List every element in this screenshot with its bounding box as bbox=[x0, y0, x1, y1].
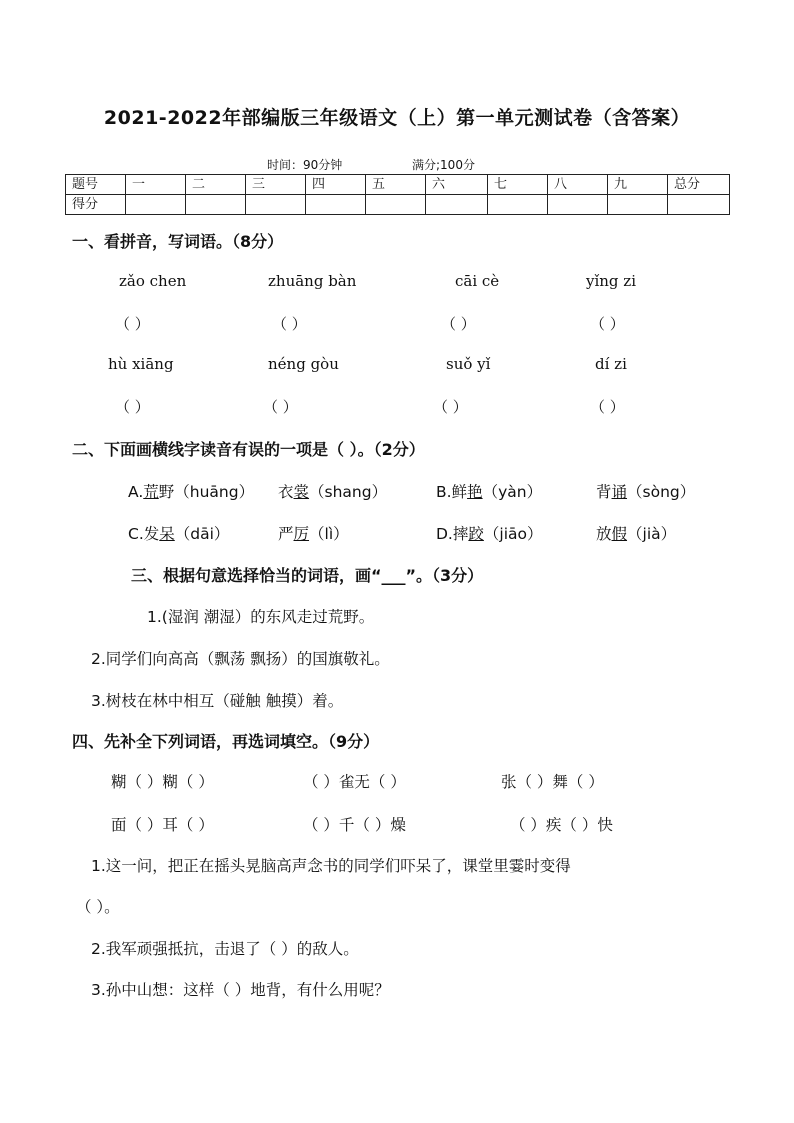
pinyin-item: hù xiāng bbox=[108, 355, 174, 373]
score-cell[interactable] bbox=[608, 195, 668, 215]
score-table-score-row bbox=[66, 195, 730, 215]
fill-word[interactable]: （ ）雀无（ ） bbox=[303, 773, 406, 791]
question-line[interactable]: 1.(湿润 潮湿）的东风走过荒野。 bbox=[147, 608, 375, 626]
pinyin-item: zhuāng bàn bbox=[268, 272, 357, 290]
answer-blank[interactable]: （ ） bbox=[263, 398, 298, 416]
fill-word[interactable]: 面（ ）耳（ ） bbox=[111, 816, 214, 834]
option-c[interactable]: C.发呆（dāi） bbox=[128, 525, 230, 543]
question-line[interactable]: 3.孙中山想：这样（ ）地背，有什么用呢？ bbox=[91, 981, 390, 999]
option-item: 严厉（lì） bbox=[278, 525, 349, 543]
answer-blank[interactable]: （ ） bbox=[272, 315, 307, 333]
table-cell: 二 bbox=[186, 175, 246, 195]
score-cell[interactable] bbox=[186, 195, 246, 215]
score-cell[interactable] bbox=[548, 195, 608, 215]
section-2-heading: 二、下面画横线字读音有误的一项是（ ）。（2分） bbox=[72, 440, 425, 459]
fill-word[interactable]: （ ）千（ ）燥 bbox=[303, 816, 406, 834]
table-cell: 得分 bbox=[66, 195, 126, 215]
score-table-header-row bbox=[66, 175, 730, 195]
answer-blank[interactable]: （ ） bbox=[590, 315, 625, 333]
pinyin-item: suǒ yǐ bbox=[446, 355, 491, 373]
full-score: 满分;100分 bbox=[412, 158, 475, 172]
pinyin-item: zǎo chen bbox=[119, 272, 187, 290]
score-cell[interactable] bbox=[306, 195, 366, 215]
score-cell[interactable] bbox=[366, 195, 426, 215]
pinyin-item: dí zi bbox=[595, 355, 627, 373]
section-3-heading: 三、根据句意选择恰当的词语，画“___”。（3分） bbox=[131, 566, 484, 585]
option-d[interactable]: D.摔跤（jiāo） bbox=[436, 525, 543, 543]
score-cell[interactable] bbox=[668, 195, 730, 215]
table-cell: 六 bbox=[426, 175, 488, 195]
pinyin-item: néng gòu bbox=[268, 355, 339, 373]
fill-word[interactable]: 张（ ）舞（ ） bbox=[501, 773, 604, 791]
table-cell: 一 bbox=[126, 175, 186, 195]
table-cell: 四 bbox=[306, 175, 366, 195]
table-cell: 八 bbox=[548, 175, 608, 195]
answer-blank[interactable]: （ ） bbox=[433, 398, 468, 416]
option-a[interactable]: A.荒野（huāng） bbox=[128, 483, 255, 501]
answer-blank[interactable]: （ ）。 bbox=[76, 898, 120, 916]
answer-blank[interactable]: （ ） bbox=[115, 315, 150, 333]
score-cell[interactable] bbox=[426, 195, 488, 215]
score-cell[interactable] bbox=[126, 195, 186, 215]
question-line[interactable]: 3.树枝在林中相互（碰触 触摸）着。 bbox=[91, 692, 344, 710]
answer-blank[interactable]: （ ） bbox=[590, 398, 625, 416]
page-title: 2021-2022年部编版三年级语文（上）第一单元测试卷（含答案） bbox=[103, 107, 691, 129]
table-cell: 三 bbox=[246, 175, 306, 195]
fill-word[interactable]: （ ）疾（ ）快 bbox=[510, 816, 613, 834]
table-cell: 九 bbox=[608, 175, 668, 195]
pinyin-item: yǐng zi bbox=[586, 272, 637, 290]
section-4-heading: 四、先补全下列词语，再选词填空。（9分） bbox=[72, 732, 380, 751]
option-item: 衣裳（shang） bbox=[278, 483, 388, 501]
answer-blank[interactable]: （ ） bbox=[441, 315, 476, 333]
question-line: 1.这一问，把正在摇头晃脑高声念书的同学们吓呆了，课堂里霎时变得 bbox=[91, 857, 571, 875]
question-line[interactable]: 2.同学们向高高（飘荡 飘扬）的国旗敬礼。 bbox=[91, 650, 390, 668]
option-item: 放假（jià） bbox=[596, 525, 677, 543]
fill-word[interactable]: 糊（ ）糊（ ） bbox=[111, 773, 214, 791]
score-table bbox=[65, 174, 730, 215]
score-cell[interactable] bbox=[246, 195, 306, 215]
table-cell: 五 bbox=[366, 175, 426, 195]
option-item: 背诵（sòng） bbox=[596, 483, 696, 501]
table-cell: 七 bbox=[488, 175, 548, 195]
table-cell: 题号 bbox=[66, 175, 126, 195]
answer-blank[interactable]: （ ） bbox=[115, 398, 150, 416]
section-1-heading: 一、看拼音，写词语。（8分） bbox=[72, 232, 284, 251]
table-cell: 总分 bbox=[668, 175, 730, 195]
option-b[interactable]: B.鲜艳（yàn） bbox=[436, 483, 543, 501]
score-cell[interactable] bbox=[488, 195, 548, 215]
pinyin-item: cāi cè bbox=[455, 272, 500, 290]
exam-time: 时间：90分钟 bbox=[267, 158, 343, 172]
question-line[interactable]: 2.我军顽强抵抗，击退了（ ）的敌人。 bbox=[91, 940, 359, 958]
